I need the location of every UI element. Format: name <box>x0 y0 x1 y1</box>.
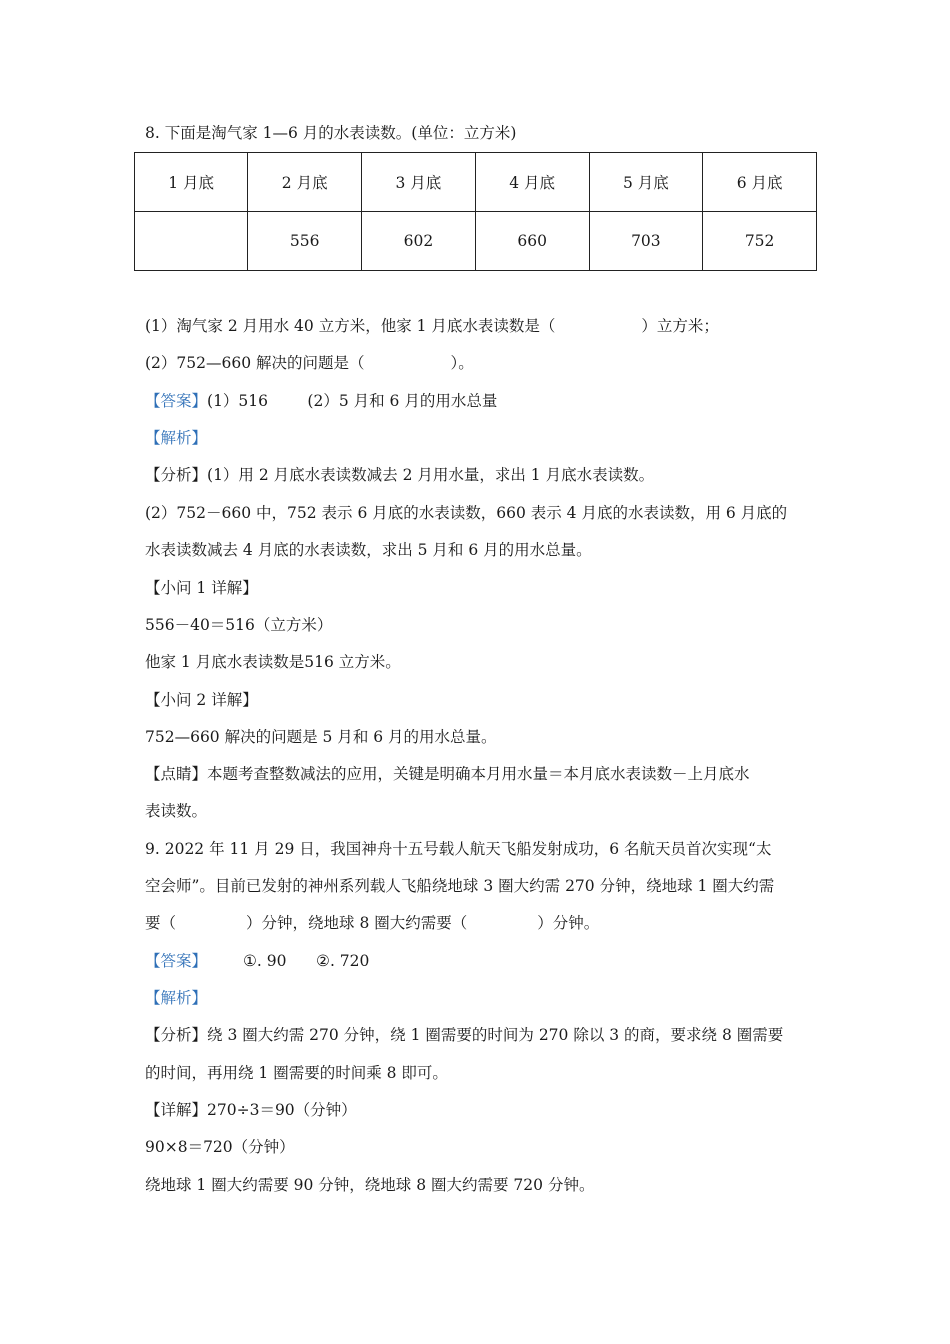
q8-detail1-text: 他家 1 月底水表读数是516 立方米。 <box>145 653 401 671</box>
q9-line3-b: ）分钟，绕地球 8 圈大约需要（ <box>246 914 468 932</box>
q8-sub1-text: (1）淘气家 2 月用水 40 立方米，他家 1 月底水表读数是（ <box>145 317 556 335</box>
q8-sub2 <box>145 352 474 374</box>
dianjing-tag: 【点睛】 <box>145 765 208 783</box>
table-header-row <box>135 153 817 212</box>
q8-sub1 <box>145 315 719 337</box>
q9-line3-a: 要（ <box>145 914 177 932</box>
table-value-cell: 556 <box>248 212 362 271</box>
q9-line1: 9. 2022 年 11 月 29 日，我国神舟十五号载人航天飞船发射成功，6 名航天员首次实现“太 <box>145 840 772 858</box>
fenxi-text: 绕 3 圈大约需 270 分钟，绕 1 圈需要的时间为 270 除以 3 的商，要求绕 8 圈需要 <box>207 1026 784 1044</box>
table-value-cell <box>135 212 248 271</box>
table-header-cell: 3 月底 <box>362 153 476 212</box>
q8-sub2-end: ）。 <box>450 354 474 372</box>
q8-fenxi <box>145 464 654 486</box>
q8-fenxi2-line1: (2）752－660 中，752 表示 6 月底的水表读数，660 表示 4 月底的水表读数，用 6 月底的 <box>145 504 788 522</box>
q9-detail-eq2: 90×8＝720（分钟） <box>145 1138 295 1156</box>
table-header-cell: 2 月底 <box>248 153 362 212</box>
q9-fenxi-line2: 的时间，再用绕 1 圈需要的时间乘 8 即可。 <box>145 1064 448 1082</box>
q8-detail2-tag: 【小问 2 详解】 <box>145 691 258 709</box>
q9-line3-c: ）分钟。 <box>537 914 600 932</box>
table-header-cell: 5 月底 <box>589 153 703 212</box>
table-header-cell: 6 月底 <box>703 153 817 212</box>
detail-eq1: 270÷3＝90（分钟） <box>207 1101 357 1119</box>
fenxi-tag: 【分析】 <box>145 466 208 484</box>
q8-answer <box>145 390 497 412</box>
table-value-cell: 703 <box>589 212 703 271</box>
q8-dianjing <box>145 763 750 785</box>
q9-detail-text: 绕地球 1 圈大约需要 90 分钟，绕地球 8 圈大约需要 720 分钟。 <box>145 1176 595 1194</box>
answer-tag: 【答案】 <box>145 952 208 970</box>
q8-sub1-end: ）立方米； <box>641 317 719 335</box>
q8-title: 8. 下面是淘气家 1—6 月的水表读数。(单位：立方米) <box>145 124 517 142</box>
answer-text: (1）516 (2）5 月和 6 月的用水总量 <box>207 392 498 410</box>
table-value-cell: 660 <box>475 212 589 271</box>
fenxi-text: (1）用 2 月底水表读数减去 2 月用水量，求出 1 月底水表读数。 <box>207 466 655 484</box>
q8-detail1-eq: 556－40＝516（立方米） <box>145 616 333 634</box>
q8-fenxi2-line2: 水表读数减去 4 月底的水表读数，求出 5 月和 6 月的用水总量。 <box>145 541 592 559</box>
detail-tag: 【详解】 <box>145 1101 208 1119</box>
answer-tag: 【答案】 <box>145 392 208 410</box>
q9-analysis-tag: 【解析】 <box>145 989 208 1007</box>
q8-analysis-tag: 【解析】 <box>145 429 208 447</box>
table-value-cell: 752 <box>703 212 817 271</box>
water-meter-table <box>134 152 817 271</box>
q9-detail <box>145 1099 357 1121</box>
q9-fenxi <box>145 1024 783 1046</box>
q8-dianjing-line2: 表读数。 <box>145 802 208 820</box>
table-value-cell: 602 <box>362 212 476 271</box>
table-header-cell: 1 月底 <box>135 153 248 212</box>
fenxi-tag: 【分析】 <box>145 1026 208 1044</box>
q8-detail2-text: 752—660 解决的问题是 5 月和 6 月的用水总量。 <box>145 728 497 746</box>
q8-sub2-text: (2）752—660 解决的问题是（ <box>145 354 365 372</box>
q9-answer <box>145 950 369 972</box>
q9-line3 <box>145 912 599 934</box>
table-value-row <box>135 212 817 271</box>
q9-line2: 空会师”。目前已发射的神州系列载人飞船绕地球 3 圈大约需 270 分钟，绕地球 1 圈大约需 <box>145 877 775 895</box>
q8-detail1-tag: 【小问 1 详解】 <box>145 579 258 597</box>
table-header-cell: 4 月底 <box>475 153 589 212</box>
dianjing-text: 本题考查整数减法的应用，关键是明确本月用水量＝本月底水表读数－上月底水 <box>207 765 750 783</box>
answer-text: ①. 90 ②. 720 <box>243 952 370 970</box>
